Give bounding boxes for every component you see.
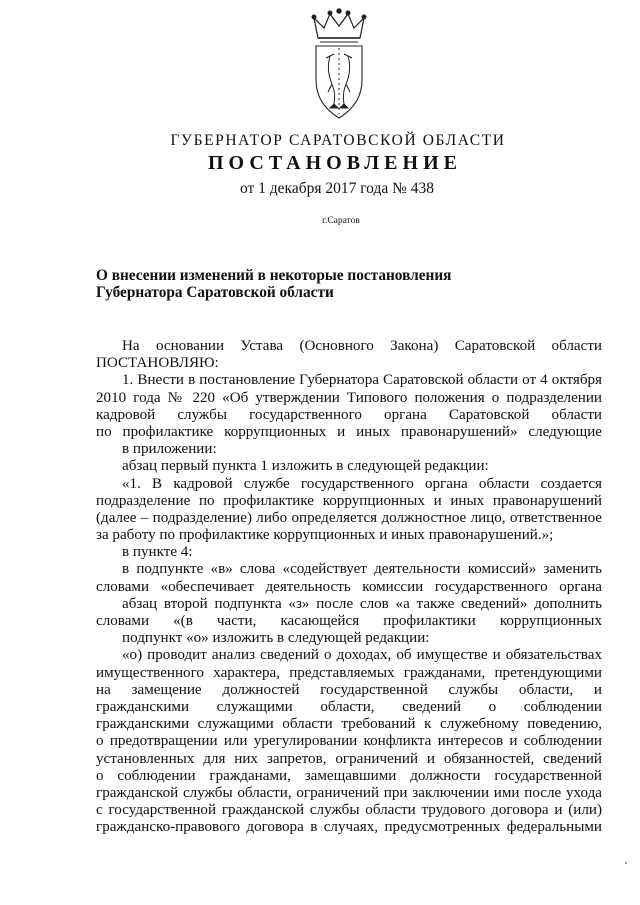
subject-line: О внесении изменений в некоторые постановления bbox=[96, 267, 452, 284]
body-line: На основании Устава (Основного Закона) Саратовской области bbox=[122, 338, 602, 354]
body-line: гражданскими служащими области, сведений о соблюдении bbox=[96, 698, 602, 715]
document-body bbox=[96, 338, 602, 836]
body-line: имущественного характера, представляемых гражданами, претендующими bbox=[96, 664, 602, 681]
body-line: в пункте 4: bbox=[122, 544, 193, 561]
body-line: 2010 года № 220 «Об утверждении Типового положения о подразделении bbox=[96, 389, 602, 406]
document-subject bbox=[96, 267, 516, 301]
body-line: гражданско-правового договора в случаях, предусмотренных федеральными bbox=[96, 819, 602, 836]
body-line: по профилактике коррупционных и иных правонарушений» следующие bbox=[96, 423, 602, 440]
body-line: гражданской службы области, ограничений при заключении ими после ухода bbox=[96, 784, 602, 801]
body-line: подразделение по профилактике коррупционных и иных правонарушений bbox=[96, 492, 602, 509]
body-line: с государственной гражданской службы области трудового договора и (или) bbox=[96, 802, 602, 819]
body-line: о предотвращении или урегулировании конфликта интересов и соблюдении bbox=[96, 733, 602, 750]
body-line: в приложении: bbox=[122, 441, 217, 458]
body-line: (далее – подразделение) либо определяется должностное лицо, ответственное bbox=[96, 509, 602, 526]
body-line: словами «(в части, касающейся профилактики коррупционных bbox=[96, 613, 602, 629]
body-line: «о) проводит анализ сведений о доходах, об имуществе и обязательствах bbox=[122, 647, 602, 664]
body-line: «1. В кадровой службе государственного органа области создается bbox=[122, 475, 602, 492]
body-line: 1. Внести в постановление Губернатора Саратовской области от 4 октября bbox=[122, 372, 602, 389]
body-line: абзац первый пункта 1 изложить в следующей редакции: bbox=[122, 458, 489, 475]
scan-artifact bbox=[625, 862, 627, 864]
body-line: установленных для них запретов, ограничений и обязанностей, сведений bbox=[96, 750, 602, 767]
body-line: гражданскими служащими области требований к служебному поведению, bbox=[96, 716, 602, 733]
body-line: словами «обеспечивает деятельность комиссии государственного органа bbox=[96, 578, 602, 595]
body-line: кадровой службы государственного органа Саратовской области bbox=[96, 406, 602, 423]
document-date-number: от 1 декабря 2017 года № 438 bbox=[239, 180, 435, 197]
body-line: подпункт «о» изложить в следующей редакции: bbox=[122, 630, 430, 647]
body-line: абзац второй подпункта «з» после слов «а также сведений» дополнить bbox=[122, 595, 602, 612]
coat-of-arms-icon bbox=[296, 8, 382, 126]
body-line: о соблюдении гражданами, замещавшими должности государственной bbox=[96, 767, 602, 784]
subject-line: Губернатора Саратовской области bbox=[96, 284, 334, 302]
body-line: за работу по профилактике коррупционных и иных правонарушений.»; bbox=[96, 527, 554, 544]
document-city: г.Саратов bbox=[322, 216, 360, 226]
issuing-authority: ГУБЕРНАТОР САРАТОВСКОЙ ОБЛАСТИ bbox=[170, 132, 506, 149]
body-line: на замещение должностей государственной службы области, и bbox=[96, 681, 602, 698]
body-line: в подпункте «в» слова «содействует деятельности комиссий» заменить bbox=[122, 561, 602, 578]
body-line: ПОСТАНОВЛЯЮ: bbox=[96, 355, 219, 372]
document-type: ПОСТАНОВЛЕНИЕ bbox=[208, 152, 462, 174]
